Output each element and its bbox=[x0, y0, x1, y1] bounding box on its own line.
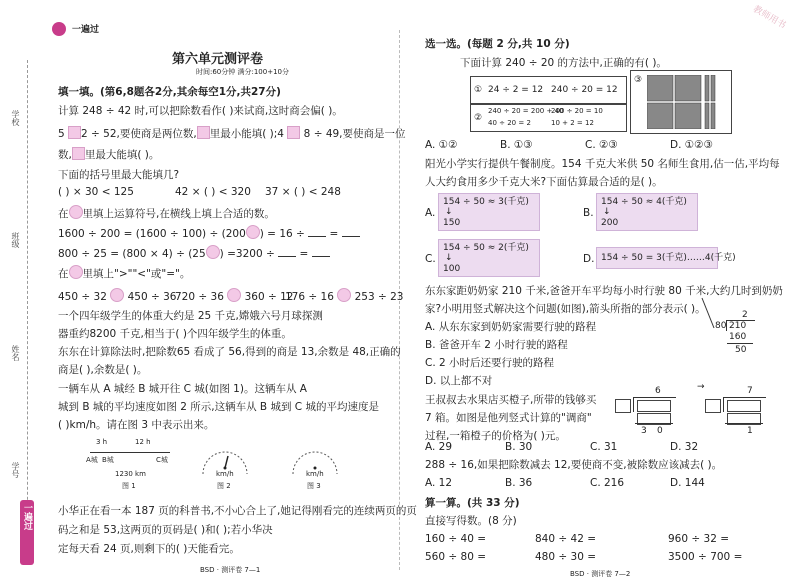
method-2-number: ② bbox=[474, 113, 483, 123]
compare-3: 176 ÷ 16 253 ÷ 23 bbox=[285, 288, 403, 304]
calc-item[interactable]: 160 ÷ 40 = bbox=[425, 533, 487, 545]
compare-1: 450 ÷ 32 450 ÷ 36 bbox=[58, 288, 176, 304]
arrow-icon bbox=[700, 296, 718, 332]
label-number: 学号 bbox=[11, 462, 20, 478]
choice-3-option-d[interactable]: D. 以上都不对 bbox=[425, 375, 493, 387]
choice-3-line2: 家?小明用竖式解决这个问题(如图),箭头所指的部分表示( )。 bbox=[425, 303, 706, 315]
question-2-line2: 数, 里最大能填( )。 bbox=[58, 149, 160, 161]
method-2-step1: 240 ÷ 20 = 200 + 40 bbox=[488, 107, 564, 115]
question-8-line2: 城到 B 城的平均速度如图 2 所示,这辆车从 B 城到 C 城的平均速度是 bbox=[58, 401, 379, 413]
card-a-label[interactable]: A. bbox=[425, 207, 436, 219]
blank-box[interactable] bbox=[287, 126, 300, 139]
stamp: 教师用书 bbox=[751, 4, 788, 32]
ld2-arrow: → bbox=[697, 382, 705, 392]
choice-3-option-c[interactable]: C. 2 小时后还要行驶的路程 bbox=[425, 357, 555, 369]
label-class: 班级 bbox=[11, 232, 20, 248]
ld2-dividend-box2 bbox=[727, 400, 761, 412]
section-choose-heading: 选一选。(每题 2 分,共 10 分) bbox=[425, 38, 570, 50]
question-4: 在 里填上运算符号,在横线上填上合适的数。 bbox=[58, 205, 275, 221]
choice-3-line1: 东东家距奶奶家 210 千米,爸爸开车平均每小时行驶 80 千米,大约几时到奶奶 bbox=[425, 285, 783, 297]
ld1-dividend: 210 bbox=[729, 321, 747, 331]
fig3-unit: km/h bbox=[306, 470, 324, 478]
arrow-down-icon: ↓ bbox=[603, 207, 611, 217]
arrow-down-icon: ↓ bbox=[445, 253, 453, 263]
question-7-line1: 东东在计算除法时,把除数65 看成了 56,得到的商是 13,余数是 48,正确的 bbox=[58, 346, 401, 358]
ld2-rem2: 0 bbox=[657, 426, 663, 436]
calc-subheading: 直接写得数。(8 分) bbox=[425, 515, 517, 527]
binding-line bbox=[27, 60, 28, 560]
ld2-quotient2: 7 bbox=[747, 386, 753, 396]
method-2-box bbox=[470, 104, 627, 132]
question-9-line1: 小华正在看一本 187 页的科普书,不小心合上了,她记得刚看完的连续两页的页 bbox=[58, 505, 417, 517]
blank-box[interactable] bbox=[68, 126, 81, 139]
ld2-box bbox=[615, 399, 631, 413]
method-2-step4: 10 + 2 = 12 bbox=[551, 119, 594, 127]
arrow-down-icon: ↓ bbox=[445, 207, 453, 217]
section-fill-heading: 填一填。(第6,8题各2分,其余每空1分,共27分) bbox=[58, 86, 281, 98]
blank-circle[interactable] bbox=[246, 225, 260, 239]
method-1-number: ① bbox=[474, 85, 483, 95]
ld1-remainder: 50 bbox=[735, 345, 747, 355]
fig1-city-c: C城 bbox=[156, 456, 168, 464]
choice-3-option-a[interactable]: A. 从东东家到奶奶家需要行驶的路程 bbox=[425, 321, 597, 333]
fig2-unit: km/h bbox=[216, 470, 234, 478]
choice-1-option-b[interactable]: B. ①③ bbox=[500, 139, 533, 151]
choice-2-line1: 阳光小学实行提供午餐制度。154 千克大米供 50 名师生食用,估一估,平均每 bbox=[425, 158, 780, 170]
method-2-step2: 200 ÷ 20 = 10 bbox=[551, 107, 603, 115]
calc-item[interactable]: 560 ÷ 80 = bbox=[425, 551, 487, 563]
method-1-box bbox=[470, 76, 627, 104]
blank-box[interactable] bbox=[197, 126, 210, 139]
method-1-step2: 240 ÷ 20 = 12 bbox=[551, 85, 618, 95]
compare-circle[interactable] bbox=[337, 288, 351, 302]
fig1-road bbox=[90, 452, 170, 453]
label-school: 学校 bbox=[11, 110, 20, 126]
figure-3 bbox=[285, 438, 345, 493]
brand-name: 一遍过 bbox=[72, 25, 100, 35]
method-1-step1: 24 ÷ 2 = 12 bbox=[488, 85, 544, 95]
ld2-quotient: 6 bbox=[655, 386, 661, 396]
choice-4-option-d[interactable]: D. 32 bbox=[670, 441, 699, 453]
fig1-caption: 图 1 bbox=[122, 482, 136, 490]
blank-line[interactable] bbox=[278, 246, 296, 257]
question-3c: 37 × ( ) < 248 bbox=[265, 186, 341, 198]
long-division-1 bbox=[715, 310, 755, 355]
ld2-box2 bbox=[705, 399, 721, 413]
compare-circle[interactable] bbox=[110, 288, 124, 302]
card-c-line2: 100 bbox=[443, 264, 461, 274]
left-footer: BSD · 测评卷 7—1 bbox=[200, 566, 261, 574]
fig1-city-a: A城 bbox=[86, 456, 98, 464]
blank-circle[interactable] bbox=[69, 265, 83, 279]
method-2-step3: 40 ÷ 20 = 2 bbox=[488, 119, 531, 127]
question-9-line2: 码之和是 53,这两页的页码是( )和( );若小华决 bbox=[58, 524, 273, 536]
card-a[interactable] bbox=[438, 193, 540, 231]
card-b-label[interactable]: B. bbox=[583, 207, 594, 219]
fig1-time1: 3 h bbox=[96, 438, 108, 446]
fig1-distance: 1230 km bbox=[115, 470, 146, 478]
calc-item[interactable]: 840 ÷ 42 = bbox=[535, 533, 597, 545]
choice-4-line2: 7 箱。如图是他列竖式计算的"调商" bbox=[425, 412, 592, 424]
card-d-label[interactable]: D. bbox=[583, 253, 595, 265]
choice-1-option-c[interactable]: C. ②③ bbox=[585, 139, 618, 151]
question-4-line1: 1600 ÷ 200 = (1600 ÷ 100) ÷ (200 ) = 16 ÷ = bbox=[58, 225, 360, 241]
question-1: 计算 248 ÷ 42 时,可以把除数看作( )来试商,这时商会偏( )。 bbox=[58, 105, 343, 117]
choice-2-line2: 人大约食用多少千克大米?下面估算最合适的是( )。 bbox=[425, 176, 663, 188]
choice-5-option-d[interactable]: D. 144 bbox=[670, 477, 705, 489]
question-8-line1: 一辆车从 A 城经 B 城开往 C 城(如图 1)。这辆车从 A bbox=[58, 383, 307, 395]
compare-circle[interactable] bbox=[227, 288, 241, 302]
page-subtitle: 时间:60分钟 满分:100+10分 bbox=[196, 68, 289, 76]
ld1-divisor: 80 bbox=[715, 321, 727, 331]
sidebar-brand-text: 一遍过 bbox=[22, 503, 32, 530]
ld2-rule bbox=[635, 423, 673, 424]
sidebar-brand-bar bbox=[20, 500, 34, 565]
ld2-rem3: 1 bbox=[747, 426, 753, 436]
card-c-line1: 154 ÷ 50 ≈ 2(千克) bbox=[443, 243, 529, 253]
question-6-line2: 器重约8200 千克,相当于( )个四年级学生的体重。 bbox=[58, 328, 292, 340]
compare-2: 720 ÷ 36 360 ÷ 12 bbox=[175, 288, 293, 304]
choice-5-option-c[interactable]: C. 216 bbox=[590, 477, 625, 489]
section-calc-heading: 算一算。(共 33 分) bbox=[425, 497, 520, 509]
choice-4-line3: 过程,一箱橙子的价格为( )元。 bbox=[425, 430, 566, 442]
question-6-line1: 一个四年级学生的体重大约是 25 千克,嫦娥六号月球探测 bbox=[58, 310, 323, 322]
question-5: 在 里填上">""<"或"="。 bbox=[58, 265, 190, 281]
card-c[interactable] bbox=[438, 239, 540, 277]
card-d-line1: 154 ÷ 50 = 3(千克)……4(千克) bbox=[601, 253, 736, 263]
choice-4-option-a[interactable]: A. 29 bbox=[425, 441, 453, 453]
sidebar bbox=[0, 0, 40, 588]
question-3: 下面的括号里最大能填几? bbox=[58, 169, 180, 181]
figure-2 bbox=[195, 438, 255, 493]
method-3-box bbox=[630, 70, 732, 134]
ld2-dividend-box bbox=[637, 400, 671, 412]
card-d[interactable] bbox=[596, 247, 736, 269]
choice-1: 下面计算 240 ÷ 20 的方法中,正确的有( )。 bbox=[460, 57, 667, 69]
calc-item[interactable]: 480 ÷ 30 = bbox=[535, 551, 597, 563]
ld2-rem1: 3 bbox=[641, 426, 647, 436]
choice-4-line1: 王叔叔去水果店买橙子,所带的钱够买 bbox=[425, 394, 597, 406]
card-b[interactable] bbox=[596, 193, 698, 231]
blank-line[interactable] bbox=[312, 246, 330, 257]
card-b-line2: 200 bbox=[601, 218, 619, 228]
fig3-caption: 图 3 bbox=[307, 482, 321, 490]
blank-line[interactable] bbox=[342, 226, 360, 237]
blank-circle[interactable] bbox=[69, 205, 83, 219]
card-c-label[interactable]: C. bbox=[425, 253, 436, 265]
label-name: 姓名 bbox=[11, 345, 20, 361]
choice-4-option-c[interactable]: C. 31 bbox=[590, 441, 618, 453]
card-b-line1: 154 ÷ 50 ≈ 4(千克) bbox=[601, 197, 687, 207]
choice-5: 288 ÷ 16,如果把除数减去 12,要使商不变,被除数应该减去( )。 bbox=[425, 459, 723, 471]
figure-1 bbox=[86, 438, 180, 493]
calc-item[interactable]: 3500 ÷ 700 = bbox=[668, 551, 743, 563]
choice-1-option-d[interactable]: D. ①②③ bbox=[670, 139, 713, 151]
choice-1-option-a[interactable]: A. ①② bbox=[425, 139, 458, 151]
fig2-caption: 图 2 bbox=[217, 482, 231, 490]
page-title: 第六单元测评卷 bbox=[172, 52, 264, 67]
method-3-number: ③ bbox=[634, 75, 643, 85]
question-9-line3: 定每天看 24 页,则剩下的( )天能看完。 bbox=[58, 543, 240, 555]
question-3b: 42 × ( ) < 320 bbox=[175, 186, 251, 198]
block-grid-icon bbox=[647, 75, 727, 129]
logo-icon bbox=[52, 22, 66, 36]
card-a-line1: 154 ÷ 50 ≈ 3(千克) bbox=[443, 197, 529, 207]
blank-box[interactable] bbox=[72, 147, 85, 160]
card-a-line2: 150 bbox=[443, 218, 461, 228]
blank-line[interactable] bbox=[308, 226, 326, 237]
blank-circle[interactable] bbox=[206, 245, 220, 259]
calc-item[interactable]: 960 ÷ 32 = bbox=[668, 533, 730, 545]
choice-5-option-b[interactable]: B. 36 bbox=[505, 477, 533, 489]
question-8-line3: ( )km/h。请在图 3 中表示出来。 bbox=[58, 419, 215, 431]
question-7-line2: 商是( ),余数是( )。 bbox=[58, 364, 148, 376]
ld1-product: 160 bbox=[729, 332, 747, 342]
question-3a: ( ) × 30 < 125 bbox=[58, 186, 134, 198]
right-footer: BSD · 测评卷 7—2 bbox=[570, 570, 631, 578]
long-division-2 bbox=[615, 382, 775, 436]
choice-4-option-b[interactable]: B. 30 bbox=[505, 441, 533, 453]
question-4-line2: 800 ÷ 25 = (800 × 4) ÷ (25 ) =3200 ÷ = bbox=[58, 245, 330, 261]
fig1-city-b: B城 bbox=[102, 456, 114, 464]
ld1-quotient: 2 bbox=[742, 310, 748, 320]
fig1-time2: 12 h bbox=[135, 438, 151, 446]
choice-5-option-a[interactable]: A. 12 bbox=[425, 477, 453, 489]
choice-3-option-b[interactable]: B. 爸爸开车 2 小时行驶的路程 bbox=[425, 339, 568, 351]
ld2-rule2 bbox=[725, 423, 763, 424]
question-2-line1: 5 2 ÷ 52,要使商是两位数, 里最小能填( );4 8 ÷ 49,要使商是一位 bbox=[58, 128, 406, 140]
